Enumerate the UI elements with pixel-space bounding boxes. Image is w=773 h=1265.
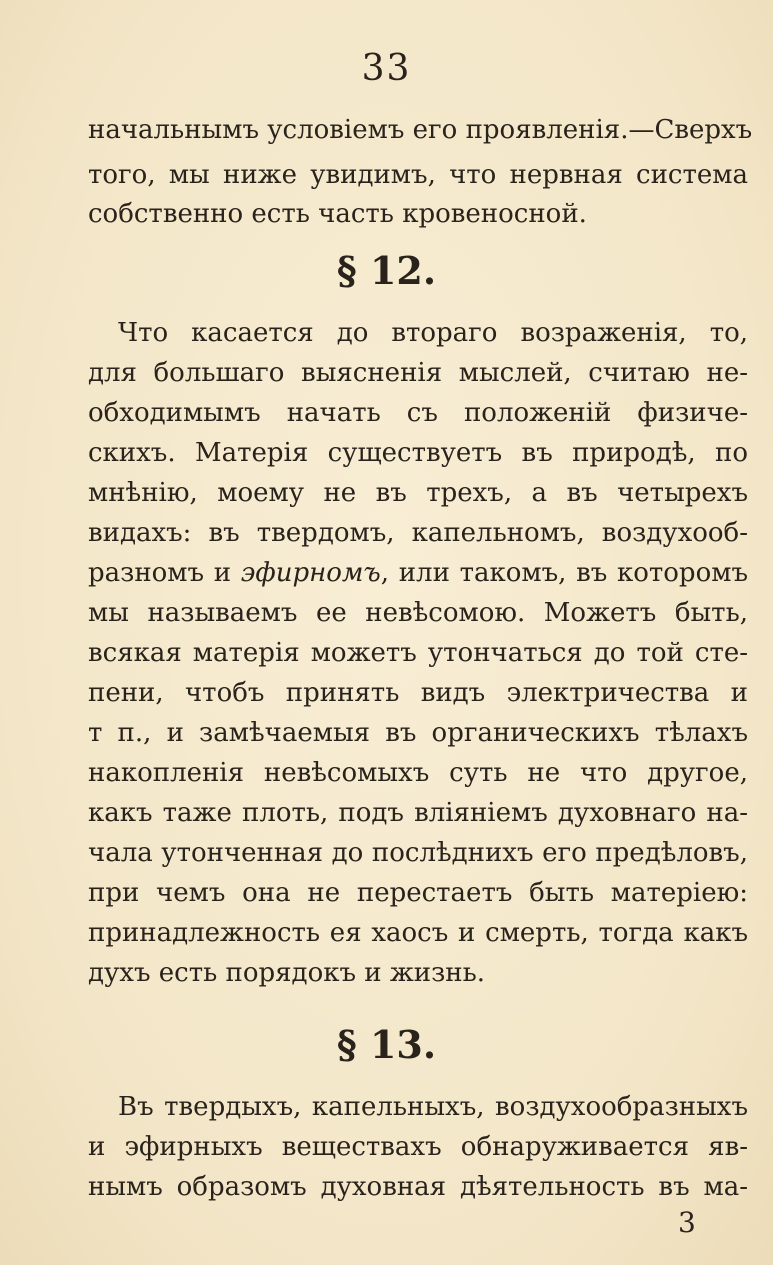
text-line: принадлежность ея хаосъ и смерть, тогда какъ: [88, 918, 748, 948]
text-line: Въ твердыхъ, капельныхъ, воздухообразныхъ: [118, 1092, 748, 1122]
signature-mark: 3: [678, 1206, 696, 1239]
text-line: мнѣнію, моему не въ трехъ, а въ четырехъ: [88, 478, 748, 508]
italic-word: эфирномъ: [240, 558, 381, 588]
text-line: чала утонченная до послѣднихъ его предѣловъ,: [88, 838, 748, 868]
text-line: при чемъ она не перестаетъ быть матеріею:: [88, 878, 748, 908]
page-number: 33: [361, 48, 412, 89]
text-line: т п., и замѣчаемыя въ органическихъ тѣлахъ: [88, 718, 748, 748]
text-line: того, мы ниже увидимъ, что нервная система: [88, 160, 748, 190]
text-line: Что касается до втораго возраженія, то,: [118, 318, 748, 348]
text-line: разномъ и эфирномъ, или такомъ, въ которомъ: [88, 558, 748, 588]
text-line: духъ есть порядокъ и жизнь.: [88, 958, 486, 988]
text-line: видахъ: въ твердомъ, капельномъ, воздухооб-: [88, 518, 748, 548]
text-line: нымъ образомъ духовная дѣятельность въ ма-: [88, 1172, 748, 1202]
text-line: скихъ. Матерія существуетъ въ природѣ, по: [88, 438, 748, 468]
text-line: для большаго выясненія мыслей, считаю не-: [88, 358, 748, 388]
section-heading-13: § 13.: [336, 1022, 437, 1067]
section-heading-12: § 12.: [336, 248, 437, 293]
text-line: начальнымъ условіемъ его проявленія.—Сверхъ: [88, 115, 753, 145]
text-line: собственно есть часть кровеносной.: [88, 199, 587, 229]
text-line: какъ таже плоть, подъ вліяніемъ духовнаго на-: [88, 798, 748, 828]
text-line: мы называемъ ее невѣсомою. Можетъ быть,: [88, 598, 748, 628]
text-line: обходимымъ начать съ положеній физиче-: [88, 398, 748, 428]
text-line: всякая матерія можетъ утончаться до той сте-: [88, 638, 748, 668]
text-line: пени, чтобъ принять видъ электричества и: [88, 678, 748, 708]
text-line: и эфирныхъ веществахъ обнаруживается яв-: [88, 1132, 748, 1162]
text-line: накопленія невѣсомыхъ суть не что другое,: [88, 758, 748, 788]
